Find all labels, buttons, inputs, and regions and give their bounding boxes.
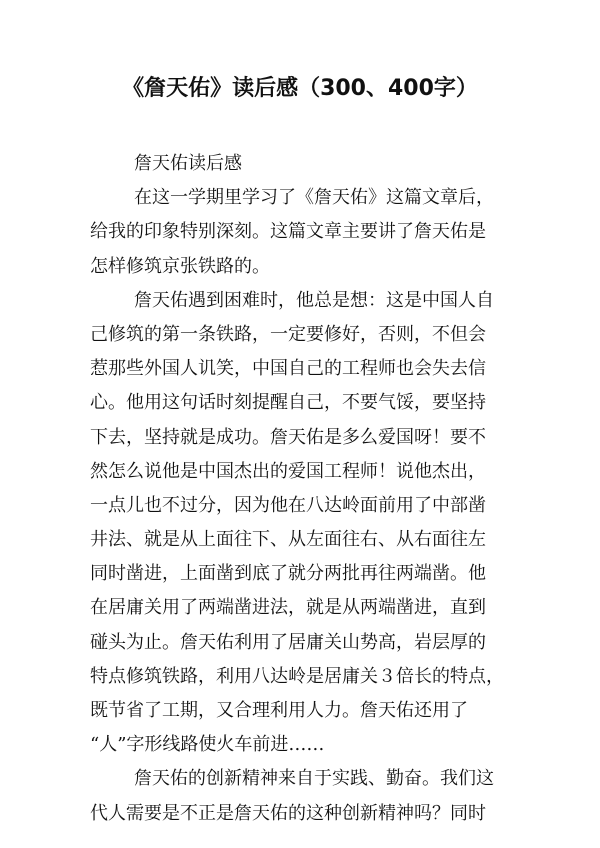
paragraph-line: 詹天佑的创新精神来自于实践、勤奋。我们这 <box>134 768 494 790</box>
essay-heading: 詹天佑读后感 <box>134 153 242 174</box>
paragraph-line: 怎样修筑京张铁路的。 <box>90 255 270 277</box>
paragraph-line: 然怎么说他是中国杰出的爱国工程师！说他杰出， <box>90 460 486 482</box>
paragraph-line: 心。他用这句话时刻提醒自己，不要气馁，要坚持 <box>90 392 486 414</box>
paragraph-line: “人”字形线路使火车前进…… <box>90 734 325 756</box>
paragraph-line: 既节省了工期，又合理利用人力。詹天佑还用了 <box>90 700 468 721</box>
paragraph-line: 代人需要是不正是詹天佑的这种创新精神吗？同时 <box>90 802 486 824</box>
paragraph-line: 下去，坚持就是成功。詹天佑是多么爱国呀！要不 <box>90 426 486 448</box>
paragraph-line: 詹天佑遇到困难时，他总是想：这是中国人自 <box>134 289 494 311</box>
paragraph-line: 惹那些外国人讥笑，中国自己的工程师也会失去信 <box>90 358 486 380</box>
paragraph-line: 碰头为止。詹天佑利用了居庸关山势高，岩层厚的 <box>90 631 486 653</box>
paragraph-line: 井法、就是从上面往下、从左面往右、从右面往左 <box>90 529 486 551</box>
paragraph-line: 给我的印象特别深刻。这篇文章主要讲了詹天佑是 <box>90 221 486 243</box>
paragraph-line: 一点儿也不过分，因为他在八达岭面前用了中部凿 <box>90 494 486 516</box>
paragraph-line: 己修筑的第一条铁路，一定要修好，否则，不但会 <box>90 323 486 345</box>
paragraph-line: 同时凿进，上面凿到底了就分两批再往两端凿。他 <box>90 563 486 585</box>
paragraph-line: 特点修筑铁路，利用八达岭是居庸关３倍长的特点， <box>90 665 504 687</box>
essay-body <box>90 147 520 831</box>
paragraph-line: 在居庸关用了两端凿进法，就是从两端凿进，直到 <box>90 597 486 619</box>
page-title: 《詹天佑》读后感（300、400字） <box>122 76 478 101</box>
paragraph-line: 在这一学期里学习了《詹天佑》这篇文章后， <box>134 187 494 209</box>
